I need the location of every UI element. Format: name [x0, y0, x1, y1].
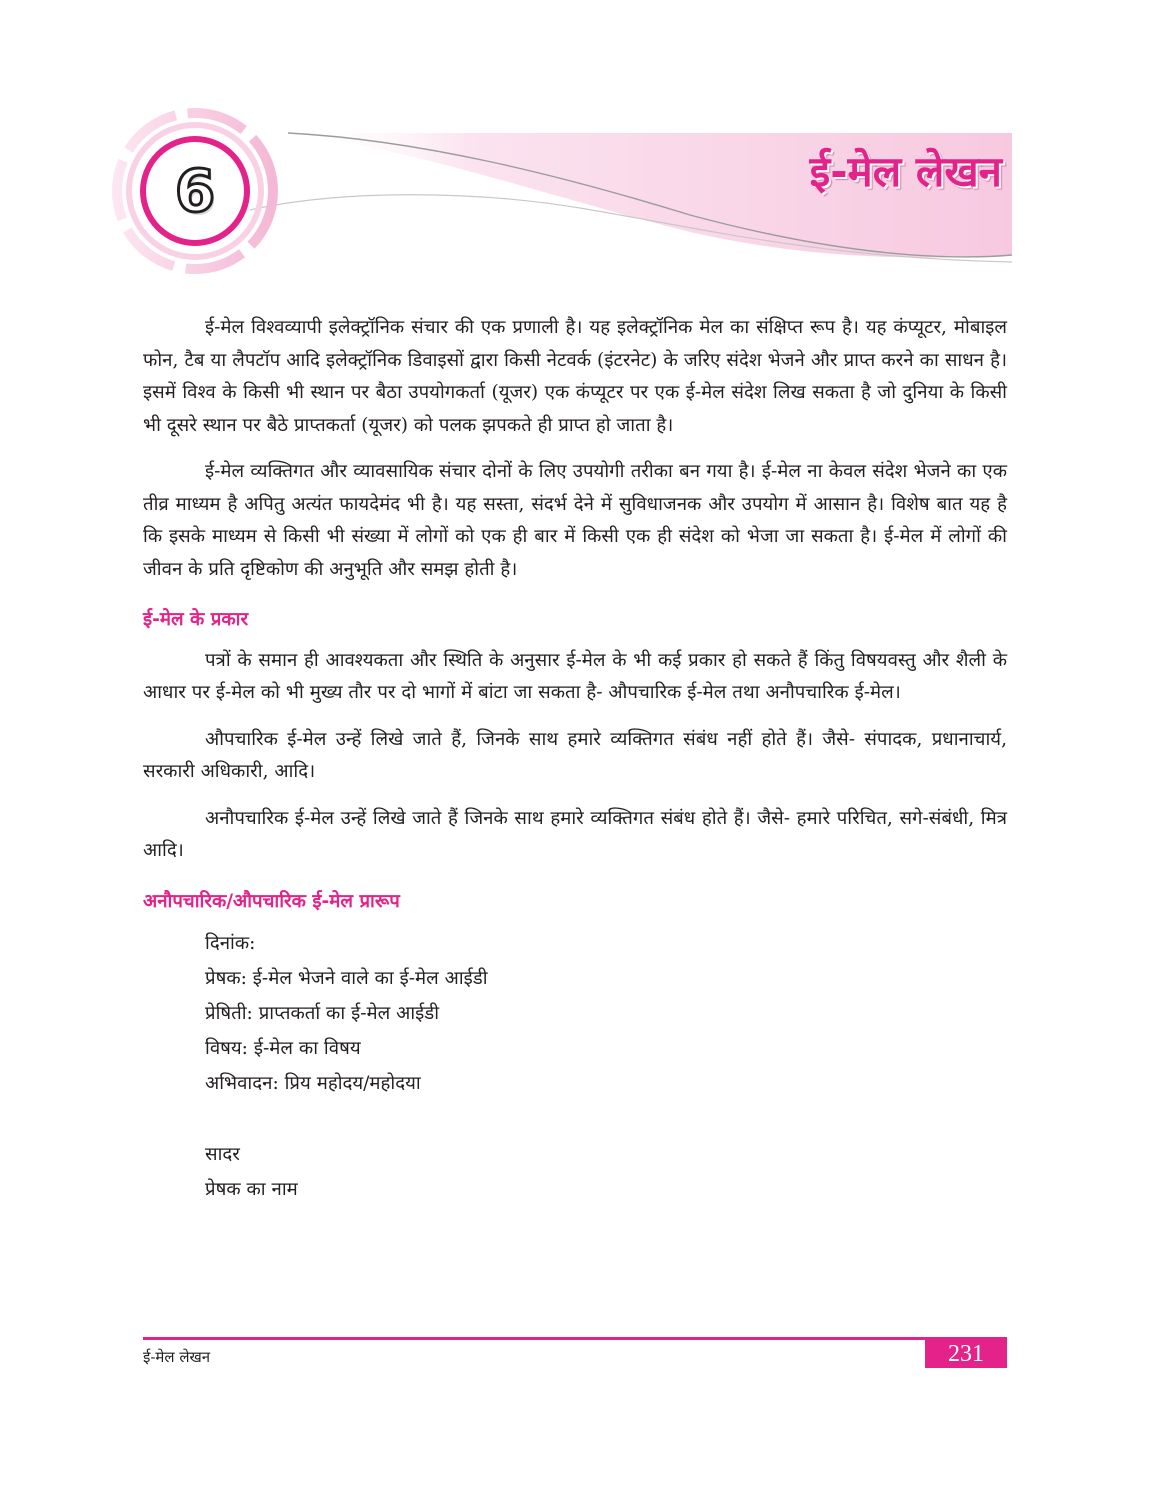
chapter-content	[143, 312, 1007, 1207]
types-paragraph-3: अनौपचारिक ई-मेल उन्हें लिखे जाते हैं जिनके साथ हमारे व्यक्तिगत संबंध होते हैं। जैसे- हमारे परिचित, सगे-संबंधी, मित्र आदि।	[143, 807, 1007, 861]
chapter-number: 6	[174, 157, 216, 225]
footer-divider	[143, 1337, 1007, 1340]
page-number-badge: 231	[925, 1340, 1007, 1368]
types-paragraph-2: औपचारिक ई-मेल उन्हें लिखे जाते हैं, जिनके साथ हमारे व्यक्तिगत संबंध नहीं होते हैं। जैसे- संपादक, प्रधानाचार्य, सरकारी अधिकारी, आदि।	[143, 728, 1007, 782]
chapter-title: ई-मेल लेखन	[809, 147, 1002, 196]
section-heading-email-format: अनौपचारिक/औपचारिक ई-मेल प्रारूप	[143, 890, 400, 912]
format-line-recipient: प्रेषिती: प्राप्तकर्ता का ई-मेल आईडी	[205, 1003, 440, 1024]
email-format-template	[205, 926, 1007, 1207]
types-paragraph-1: पत्रों के समान ही आवश्यकता और स्थिति के अनुसार ई-मेल के भी कई प्रकार हो सकते हैं किंतु विषयवस्तु और शैली के आधार पर ई-मेल को भी मुख्य तौर पर दो भागों में बांटा जा सकता है- औपचारिक ई-मेल तथा अनौपचारिक ई-मेल।	[143, 649, 1007, 703]
format-line-sender-name: प्रेषक का नाम	[205, 1179, 298, 1200]
format-line-date: दिनांक:	[205, 933, 256, 954]
format-line-salutation: अभिवादन: प्रिय महोदय/महोदया	[205, 1073, 421, 1094]
footer-chapter-title: ई-मेल लेखन	[143, 1348, 211, 1366]
format-spacer	[205, 1101, 1007, 1137]
format-line-sender: प्रेषक: ई-मेल भेजने वाले का ई-मेल आईडी	[205, 968, 488, 989]
intro-paragraph-1: ई-मेल विश्वव्यापी इलेक्ट्रॉनिक संचार की एक प्रणाली है। यह इलेक्ट्रॉनिक मेल का संक्षिप्त रूप है। यह कंप्यूटर, मोबाइल फोन, टैब या लैपटॉप आदि इलेक्ट्रॉनिक डिवाइसों द्वारा किसी नेटवर्क (इंटरनेट) के जरिए संदेश भेजने और प्राप्त करने का साधन है। इसमें विश्व के किसी भी स्थान पर बैठा उपयोगकर्ता (यूजर) एक कंप्यूटर पर एक ई-मेल संदेश लिख सकता है जो दुनिया के किसी भी दूसरे स्थान पर बैठे प्राप्तकर्ता (यूजर) को पलक झपकते ही प्राप्त हो जाता है।	[143, 317, 1007, 436]
intro-paragraph-2: ई-मेल व्यक्तिगत और व्यावसायिक संचार दोनों के लिए उपयोगी तरीका बन गया है। ई-मेल ना केवल संदेश भेजने का एक तीव्र माध्यम है अपितु अत्यंत फायदेमंद भी है। यह सस्ता, संदर्भ देने में सुविधाजनक और उपयोग में आसान है। विशेष बात यह है कि इसके माध्यम से किसी भी संख्या में लोगों को एक ही बार में किसी एक ही संदेश को भेजा जा सकता है। ई-मेल में लोगों की जीवन के प्रति दृष्टिकोण की अनुभूति और समझ होती है।	[143, 461, 1007, 580]
format-line-subject: विषय: ई-मेल का विषय	[205, 1038, 361, 1059]
format-line-closing: सादर	[205, 1144, 240, 1165]
section-heading-email-types: ई-मेल के प्रकार	[143, 609, 249, 630]
